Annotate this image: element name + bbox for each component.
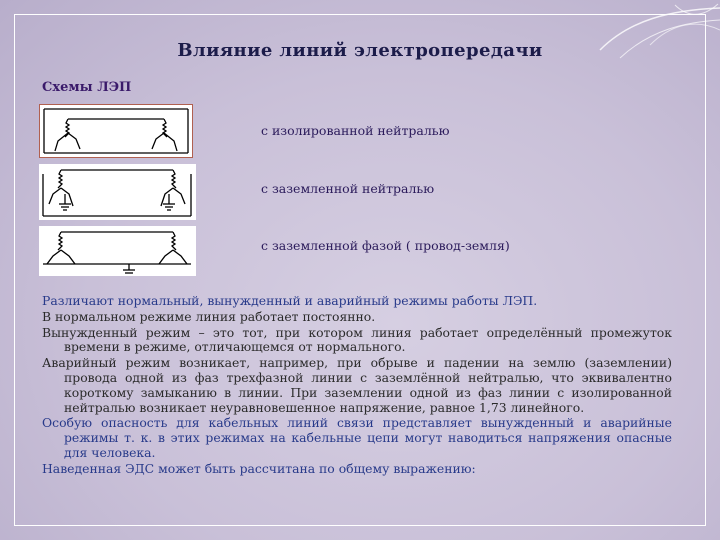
scheme-isolated-neutral-diagram xyxy=(39,104,193,158)
paragraph-emergency-mode: Аварийный режим возникает, например, при обрыве и падении на землю (заземлении) провода одной из фаз трехфазной линии с заземлённой нейтралью, что эквивалентно короткому замыканию в линии. При заземлении одной из фаз линии с изолированной нейтралью возникает неуравновешенное напряжение, равное 1,73 линейного. xyxy=(42,355,672,415)
scheme-label-isolated-neutral: с изолированной нейтралью xyxy=(261,123,450,138)
scheme-label-grounded-neutral: с заземленной нейтралью xyxy=(261,181,435,196)
body-text xyxy=(42,294,672,478)
paragraph-modes: Различают нормальный, вынужденный и аварийный режимы работы ЛЭП. xyxy=(42,293,538,308)
scheme-label-grounded-phase: с заземленной фазой ( провод-земля) xyxy=(261,238,510,253)
paragraph-normal-mode: В нормальном режиме линия работает постоянно. xyxy=(42,308,376,324)
paragraph-forced-mode: Вынужденный режим – это тот, при котором линия работает определённый промежуток времени в режиме, отличающемся от нормального. xyxy=(42,324,672,355)
section-subtitle: Схемы ЛЭП xyxy=(42,80,132,95)
scheme-grounded-neutral-diagram xyxy=(39,164,196,220)
paragraph-emf: Наведенная ЭДС может быть рассчитана по общему выражению: xyxy=(42,460,476,476)
paragraph-danger: Особую опасность для кабельных линий связи представляет вынужденный и аварийные режимы т. к. в этих режимах на кабельные цепи могут наводиться напряжения опасные для человека. xyxy=(42,415,672,460)
page-title: Влияние линий электропередачи xyxy=(177,40,543,61)
scheme-grounded-phase-diagram xyxy=(39,226,196,276)
